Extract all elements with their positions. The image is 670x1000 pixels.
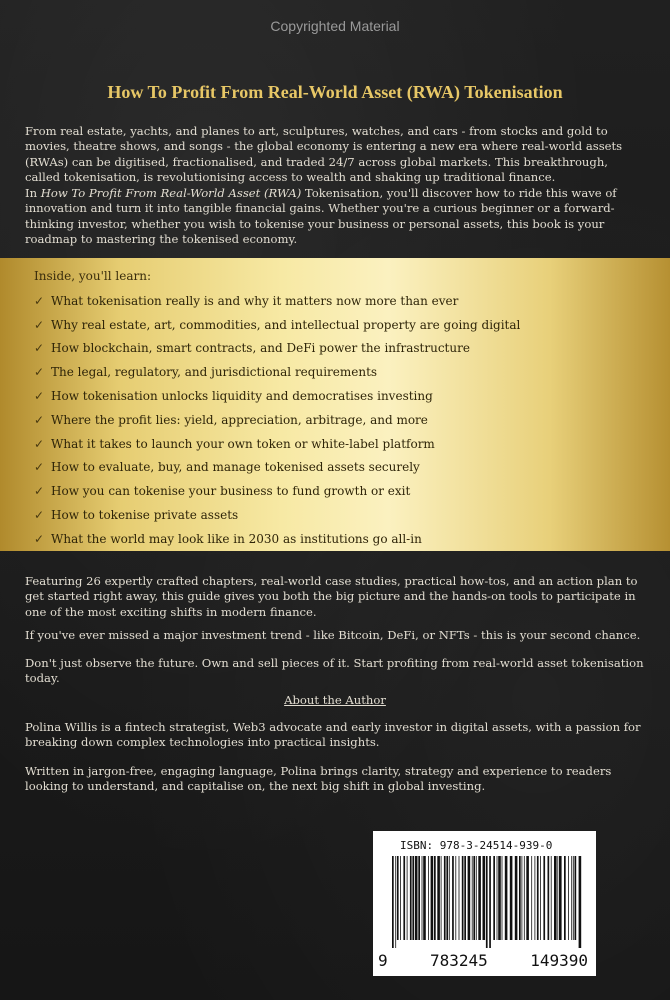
barcode-bar — [444, 856, 446, 940]
book-title: How To Profit From Real-World Asset (RWA) Tokenisation — [107, 82, 563, 102]
missed-paragraph: If you've ever missed a major investment trend - like Bitcoin, DeFi, or NFTs - this is your second chance. — [25, 628, 641, 642]
barcode-bar — [455, 856, 456, 940]
check-icon: ✓ — [34, 484, 45, 499]
barcode-bar — [418, 856, 420, 940]
barcode-digit-lead: 9 — [378, 951, 388, 970]
intro-2-rest: Tokenisation, you'll discover how to ride this wave of innovation and turn it into tangible financial gains. Whether you're a curious beginner or a forward-thinking investor, whether you wish to tokenise your business or personal assets, this book is your roadmap to mastering the tokenised economy. — [25, 186, 617, 247]
barcode-bar — [397, 856, 399, 940]
barcode-bar — [449, 856, 450, 940]
barcode-bar — [434, 856, 436, 940]
learn-item — [34, 503, 520, 527]
watermark: Copyrighted Material — [270, 18, 400, 34]
barcode-bar — [554, 856, 557, 940]
learn-item-text: How to evaluate, buy, and manage tokenised assets securely — [51, 460, 420, 475]
barcode-bar — [493, 856, 495, 940]
barcode-bar — [400, 856, 401, 940]
check-icon: ✓ — [34, 389, 45, 404]
barcode-bar — [472, 856, 473, 940]
learn-item — [34, 432, 520, 456]
barcode-bar — [524, 856, 525, 940]
check-icon: ✓ — [34, 365, 45, 380]
barcode-bar — [437, 856, 440, 940]
barcode-bar — [519, 856, 521, 940]
learn-item — [34, 313, 520, 337]
barcode-bar — [441, 856, 442, 940]
barcode-bar — [568, 856, 569, 940]
learn-item — [34, 337, 520, 361]
learn-item-text: What tokenisation really is and why it matters now more than ever — [51, 293, 459, 308]
barcode-bars — [392, 856, 582, 948]
about-author-heading: About the Author — [284, 693, 386, 707]
barcode-bar — [551, 856, 552, 940]
barcode-bar — [535, 856, 536, 940]
barcode-bar — [497, 856, 498, 940]
barcode-bar — [395, 856, 396, 948]
barcode-digits — [378, 951, 588, 970]
learn-item — [34, 479, 520, 503]
barcode-bar — [522, 856, 523, 940]
barcode-bar — [502, 856, 503, 940]
barcode-bar — [498, 856, 501, 940]
barcode-bar — [579, 856, 582, 948]
check-icon: ✓ — [34, 531, 45, 546]
barcode-bar — [446, 856, 448, 940]
barcode-bar — [543, 856, 545, 940]
barcode-bar — [464, 856, 466, 940]
check-icon: ✓ — [34, 293, 45, 308]
learn-item-text: Why real estate, art, commodities, and intellectual property are going digital — [51, 317, 521, 332]
barcode-bar — [505, 856, 508, 940]
barcode-bar — [407, 856, 408, 940]
check-icon: ✓ — [34, 508, 45, 523]
about-paragraph-1: Polina Willis is a fintech strategist, Web3 advocate and early investor in digital assets, with a passion for breaking down complex technologies into practical insights. — [25, 720, 641, 750]
barcode-bar — [428, 856, 429, 940]
barcode-digit-group-1: 783245 — [430, 951, 488, 970]
learn-item-text: The legal, regulatory, and jurisdictional requirements — [51, 365, 378, 380]
barcode-bar — [575, 856, 577, 940]
barcode-bar — [422, 856, 423, 940]
barcode-bar — [452, 856, 454, 940]
barcode-bar — [468, 856, 471, 940]
barcode-bar — [515, 856, 518, 940]
barcode-bar — [431, 856, 434, 940]
barcode-bar — [564, 856, 566, 940]
barcode-bar — [483, 856, 486, 940]
barcode-bar — [423, 856, 426, 940]
learn-item-text: How tokenisation unlocks liquidity and democratises investing — [51, 389, 433, 404]
check-icon: ✓ — [34, 436, 45, 451]
learn-heading: Inside, you'll learn: — [34, 269, 151, 283]
barcode-bar — [510, 856, 513, 940]
barcode-bar — [473, 856, 475, 940]
barcode-bar — [489, 856, 491, 948]
barcode-bar — [486, 856, 488, 948]
barcode-bar — [403, 856, 405, 940]
isbn-label: ISBN: 978-3-24514-939-0 — [400, 839, 553, 852]
learn-item-text: How blockchain, smart contracts, and DeFi power the infrastructure — [51, 341, 470, 356]
barcode-digit-group-2: 149390 — [530, 951, 588, 970]
barcode-bar — [537, 856, 539, 940]
learn-item-text: How to tokenise private assets — [51, 508, 239, 523]
intro-2-italic-title: How To Profit From Real-World Asset (RWA) — [40, 186, 302, 200]
barcode-bar — [548, 856, 550, 940]
barcode-bar — [415, 856, 418, 940]
barcode-bar — [476, 856, 477, 940]
intro-2-prefix: In — [25, 186, 41, 200]
learn-list — [34, 289, 520, 551]
intro-paragraph-1: From real estate, yachts, and planes to art, sculptures, watches, and cars - from stocks and gold to movies, theatre shows, and songs - the global economy is entering a new era where real-world assets (RWAs) can be digitised, fractionalised, and traded 24/7 across global markets. This breakthrough, called tokenisation, is revolutionising access to wealth and shaking up traditional finance. — [25, 124, 623, 185]
learn-item-text: What it takes to launch your own token or white-label platform — [51, 436, 435, 451]
barcode-bar — [478, 856, 481, 940]
learn-item — [34, 456, 520, 480]
barcode-bar — [559, 856, 562, 940]
learn-item — [34, 408, 520, 432]
barcode-bar — [526, 856, 529, 940]
learn-item-text: What the world may look like in 2030 as institutions go all-in — [51, 531, 422, 546]
barcode-bar — [531, 856, 532, 940]
learn-item-text: Where the profit lies: yield, appreciation, arbitrage, and more — [51, 412, 428, 427]
about-paragraph-2: Written in jargon-free, engaging language, Polina brings clarity, strategy and experience to readers looking to understand, and capitalise on, the next big shift in global investing. — [25, 764, 612, 794]
featuring-paragraph: Featuring 26 expertly crafted chapters, real-world case studies, practical how-tos, and an action plan to get started right away, this guide gives you both the big picture and the hands-on tools to participate in one of the most exciting shifts in modern finance. — [25, 574, 638, 619]
learn-item — [34, 384, 520, 408]
learn-item — [34, 527, 520, 551]
check-icon: ✓ — [34, 460, 45, 475]
barcode-bar — [571, 856, 572, 940]
barcode-bar — [410, 856, 412, 940]
barcode-bar — [557, 856, 558, 940]
check-icon: ✓ — [34, 412, 45, 427]
check-icon: ✓ — [34, 341, 45, 356]
barcode-bar — [462, 856, 464, 940]
observe-paragraph: Don't just observe the future. Own and sell pieces of it. Start profiting from real-world asset tokenisation today. — [25, 656, 644, 686]
check-icon: ✓ — [34, 317, 45, 332]
barcode-bar — [540, 856, 541, 940]
barcode-bar — [573, 856, 574, 940]
barcode-bar — [459, 856, 460, 940]
learn-item — [34, 289, 520, 313]
learn-item — [34, 360, 520, 384]
intro-paragraph-2 — [25, 186, 645, 248]
barcode-bar — [412, 856, 414, 940]
learn-item-text: How you can tokenise your business to fund growth or exit — [51, 484, 411, 499]
barcode-bar — [392, 856, 394, 948]
